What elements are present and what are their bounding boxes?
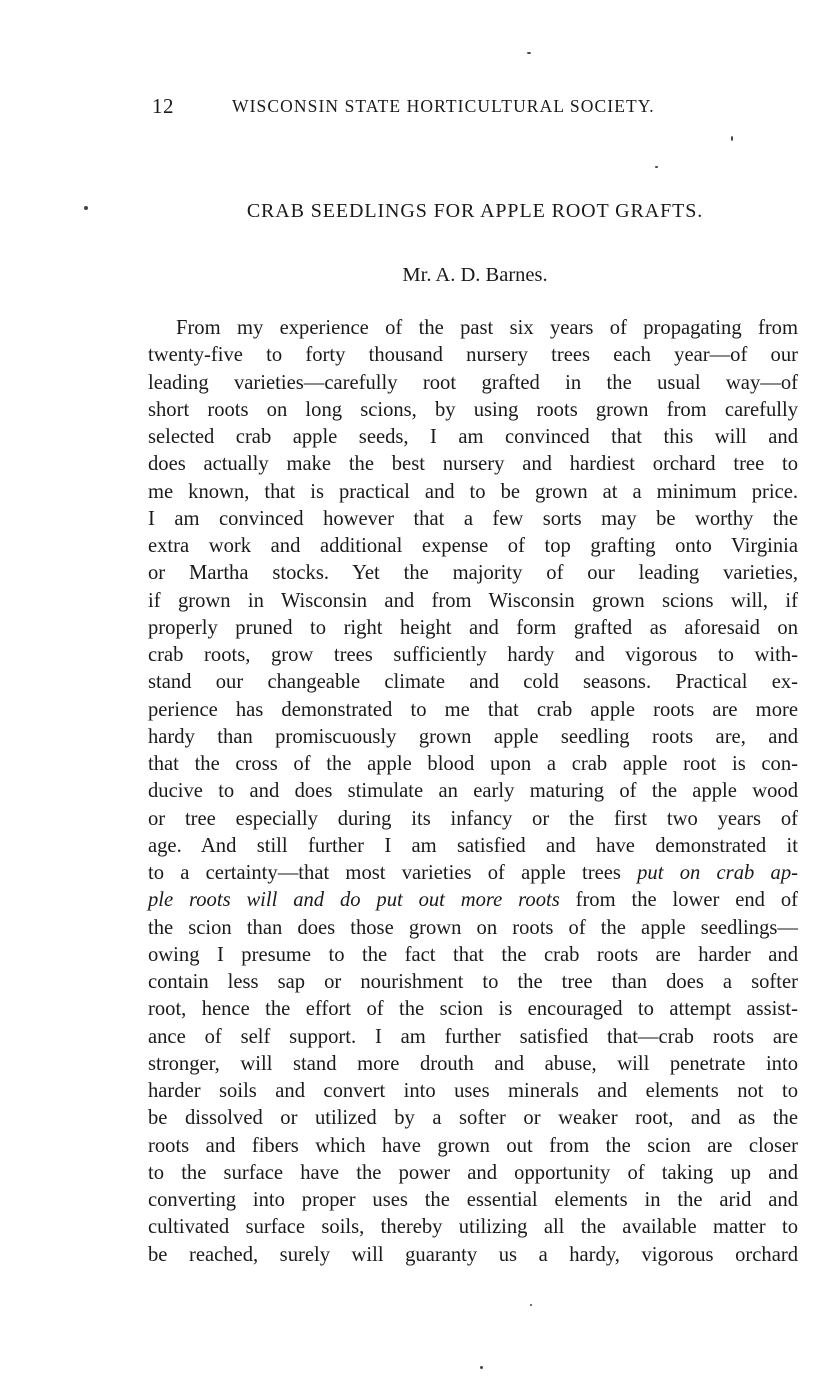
body-line-italic: ple roots will and do put out more roots from the lower end of (148, 889, 798, 912)
body-line: the scion than does those grown on roots of the apple seedlings— (148, 916, 798, 939)
running-head (152, 94, 732, 122)
body-line: short roots on long scions, by using roots grown from carefully (148, 398, 798, 421)
body-line: harder soils and convert into uses minerals and elements not to (148, 1080, 798, 1102)
body-line: roots and fibers which have grown out from the scion are closer (148, 1134, 798, 1157)
article-body (148, 315, 798, 1269)
body-line: ance of self support. I am further satisfied that—crab roots are (148, 1025, 798, 1048)
body-line: stronger, will stand more drouth and abuse, will penetrate into (148, 1052, 798, 1075)
italic-phrase: put on crab ap- (637, 862, 798, 884)
article-title: CRAB SEEDLINGS FOR APPLE ROOT GRAFTS. (246, 200, 704, 222)
body-line: owing I presume to the fact that the crab roots are harder and (148, 943, 798, 966)
body-line: leading varieties—carefully root grafted in the usual way—of (148, 371, 798, 394)
body-line: does actually make the best nursery and hardiest orchard tree to (148, 453, 798, 476)
body-line: if grown in Wisconsin and from Wisconsin grown scions will, if (148, 589, 798, 612)
scan-speck (731, 136, 733, 141)
body-line: hardy than promiscuously grown apple seedling roots are, and (148, 725, 798, 748)
body-line: properly pruned to right height and form grafted as aforesaid on (148, 616, 798, 639)
scan-speck (480, 1366, 483, 1369)
body-line-italic: to a certainty—that most varieties of apple trees put on crab ap- (148, 862, 798, 884)
body-line: selected crab apple seeds, I am convinced that this will and (148, 426, 798, 448)
scan-speck (84, 206, 88, 210)
body-line: or Martha stocks. Yet the majority of our leading varieties, (148, 562, 798, 585)
body-line: root, hence the effort of the scion is encouraged to attempt assist- (148, 998, 798, 1021)
body-line: or tree especially during its infancy or the first two years of (148, 807, 798, 830)
body-line: to the surface have the power and opportunity of taking up and (148, 1161, 798, 1184)
article-author: Mr. A. D. Barnes. (402, 264, 548, 286)
body-line: perience has demonstrated to me that crab apple roots are more (148, 698, 798, 721)
body-line: twenty-five to forty thousand nursery trees each year—of our (148, 344, 798, 367)
body-line: From my experience of the past six years of propagating from (176, 317, 798, 339)
body-line: be reached, surely will guaranty us a hardy, vigorous orchard (148, 1243, 798, 1266)
body-line: converting into proper uses the essential elements in the arid and (148, 1189, 798, 1211)
journal-title: WISCONSIN STATE HORTICULTURAL SOCIETY. (232, 96, 655, 116)
body-line: me known, that is practical and to be grown at a minimum price. (148, 480, 798, 503)
scan-speck (527, 52, 531, 54)
body-line: age. And still further I am satisfied and have demonstrated it (148, 834, 798, 857)
body-line: extra work and additional expense of top grafting onto Virginia (148, 535, 798, 557)
page-number: 12 (152, 94, 174, 118)
body-line: ducive to and does stimulate an early maturing of the apple wood (148, 780, 798, 803)
scan-speck (655, 166, 658, 168)
body-line: stand our changeable climate and cold seasons. Practical ex- (148, 671, 798, 694)
body-line: be dissolved or utilized by a softer or weaker root, and as the (148, 1107, 798, 1130)
body-line: I am convinced however that a few sorts may be worthy the (148, 507, 798, 530)
body-line: contain less sap or nourishment to the tree than does a softer (148, 971, 798, 993)
body-line: crab roots, grow trees sufficiently hardy and vigorous to with- (148, 644, 798, 666)
body-line: that the cross of the apple blood upon a crab apple root is con- (148, 753, 798, 775)
italic-phrase: ple roots will and do put out more roots (148, 889, 560, 912)
scan-speck (530, 1304, 532, 1306)
body-line: cultivated surface soils, thereby utilizing all the available matter to (148, 1216, 798, 1239)
